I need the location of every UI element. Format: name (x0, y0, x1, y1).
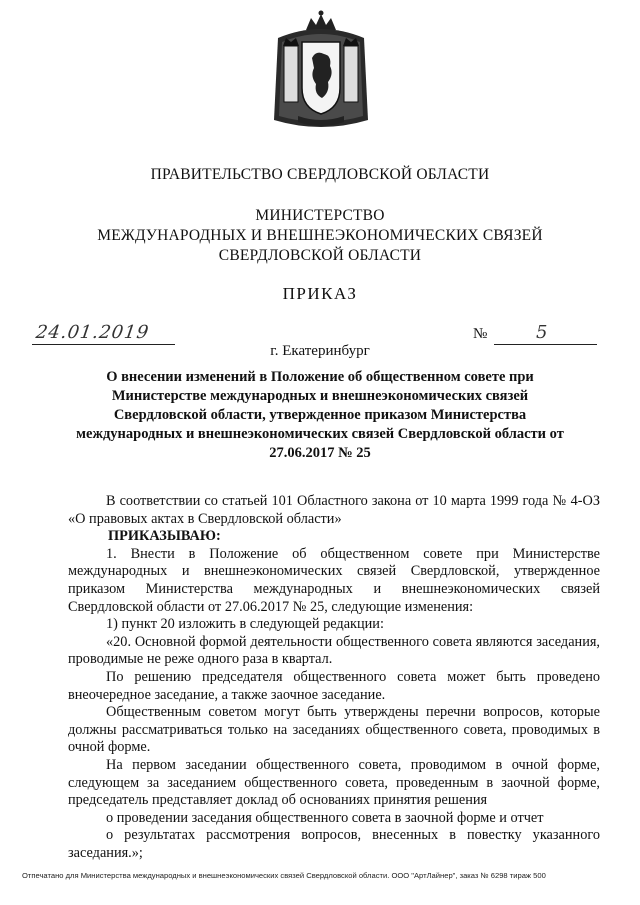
ministry-name-line2: МЕЖДУНАРОДНЫХ И ВНЕШНЕЭКОНОМИЧЕСКИХ СВЯЗЕЙ (97, 227, 543, 244)
government-name: ПРАВИТЕЛЬСТВО СВЕРДЛОВСКОЙ ОБЛАСТИ (150, 166, 490, 183)
document-type: ПРИКАЗ (282, 284, 358, 303)
city: г. Екатеринбург (270, 343, 370, 359)
document-body (68, 493, 600, 862)
body-paragraph: 1) пункт 20 изложить в следующей редакции: (106, 616, 384, 633)
print-footer: Отпечатано для Министерства международных и внешнеэкономических связей Свердловской области. ООО "АртЛайнер", заказ № 6298 тираж 500 (22, 871, 546, 880)
handwritten-date: 24.01.2019 (34, 322, 151, 343)
body-paragraph: о проведении заседания общественного совета в заочной форме и отчет (106, 809, 544, 826)
preamble-paragraph: В соответствии со статьей 101 Областного закона от 10 марта 1999 года № 4-ОЗ «О правовых актах в Свердловской области» (68, 493, 600, 527)
ministry-name-line3: СВЕРДЛОВСКОЙ ОБЛАСТИ (218, 247, 422, 264)
ministry-name-line1: МИНИСТЕРСТВО (255, 207, 385, 224)
document-title: О внесении изменений в Положение об общественном совете при Министерстве международных и внешнеэкономических связей Свердловской области, утвержденное приказом Министерства международных и внешнеэкономических связей Свердловской области от 27.06.2017 № 25 (76, 369, 564, 461)
coat-of-arms-emblem (268, 8, 374, 134)
body-paragraph: По решению председателя общественного совета может быть проведено внеочередное заседание, а также заочное заседание. (68, 668, 600, 703)
handwritten-number: 5 (536, 322, 548, 343)
order-word: ПРИКАЗЫВАЮ: (108, 528, 221, 545)
body-paragraph: о результатах рассмотрения вопросов, внесенных в повестку указанного заседания.»; (68, 827, 600, 861)
body-paragraph: «20. Основной формой деятельности общественного совета являются заседания, проводимые не реже одного раза в квартал. (68, 633, 600, 668)
body-paragraph: 1. Внести в Положение об общественном совете при Министерстве международных и внешнеэкономических связей Свердловской, утвержденное приказом Министерства международных и внешнеэкономических связей Свердловской области от 27.06.2017 № 25, следующие изменения: (68, 545, 600, 615)
body-paragraph: Общественным советом могут быть утверждены перечни вопросов, которые должны рассматриваться только на заседаниях общественного совета, проводимых в очной форме. (68, 704, 600, 756)
number-label: № (473, 326, 488, 342)
body-paragraph: На первом заседании общественного совета, проводимом в очной форме, следующем за заседанием общественного совета, проведенным в заочной форме, председатель представляет доклад об основаниях принятия решения (68, 756, 600, 809)
